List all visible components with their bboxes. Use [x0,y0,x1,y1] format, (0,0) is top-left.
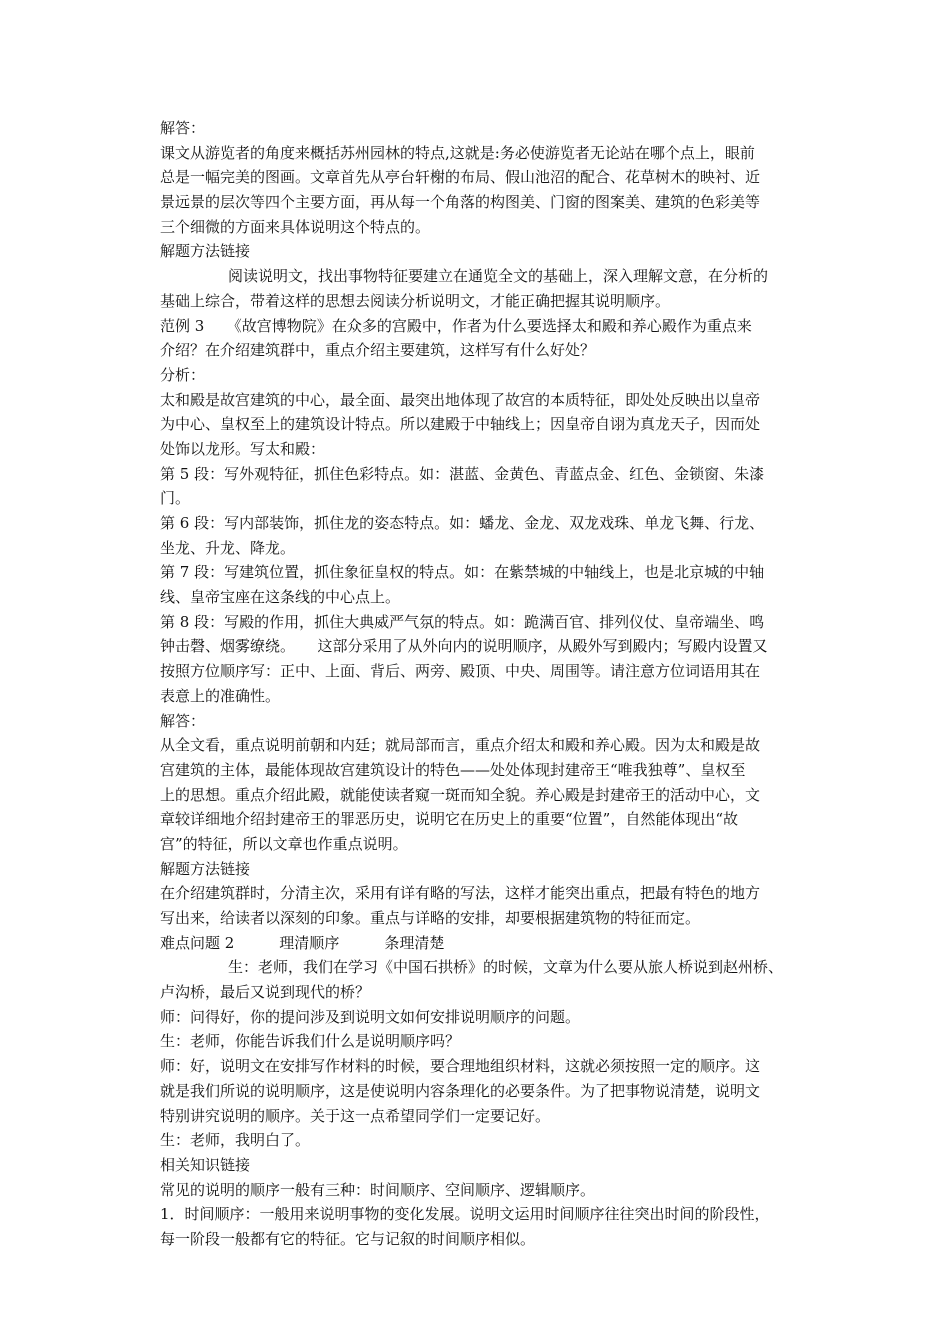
text-line: 师：问得好，你的提问涉及到说明文如何安排说明顺序的问题。 [160,1007,581,1026]
text-line: 第 5 段：写外观特征，抓住色彩特点。如：湛蓝、金黄色、青蓝点金、红色、金锁窗、朱漆 [160,464,765,483]
document-page [160,116,840,1252]
text-line: 景远景的层次等四个主要方面，再从每一个角落的构图美、门窗的图案美、建筑的色彩美等 [160,193,761,212]
text-line: 在介绍建筑群时，分清主次，采用有详有略的写法，这样才能突出重点，把最有特色的地方 [160,884,761,903]
text-line: 为中心、皇权至上的建筑设计特点。所以建殿于中轴线上；因皇帝自诩为真龙天子，因而处 [160,415,761,434]
text-line: 相关知识链接 [160,1155,251,1174]
text-line: 就是我们所说的说明顺序，这是使说明内容条理化的必要条件。为了把事物说清楚，说明文 [160,1081,761,1100]
text-line: 课文从游览者的角度来概括苏州园林的特点,这就是:务必使游览者无论站在哪个点上，眼前 [160,143,755,162]
text-line: 宫建筑的主体，最能体现故宫建筑设计的特色——处处体现封建帝王“唯我独尊”、皇权至 [160,760,746,779]
text-line: 总是一幅完美的图画。文章首先从亭台轩榭的布局、假山池沼的配合、花草树木的映衬、近 [160,168,761,187]
text-line: 章较详细地介绍封建帝王的罪恶历史，说明它在历史上的重要“位置”，自然能体现出“故 [160,810,739,829]
text-line: 介绍？在介绍建筑群中，重点介绍主要建筑，这样写有什么好处？ [160,341,596,360]
text-line: 1．时间顺序：一般用来说明事物的变化发展。说明文运用时间顺序往往突出时间的阶段性， [160,1205,770,1224]
text-line: 阅读说明文，找出事物特征要建立在通览全文的基础上，深入理解文意，在分析的 [228,267,769,286]
text-line: 师：好，说明文在安排写作材料的时候，要合理地组织材料，这就必须按照一定的顺序。这 [160,1057,761,1076]
text-line: 门。 [160,489,191,508]
text-line: 线、皇帝宝座在这条线的中心点上。 [160,588,401,607]
text-line: 解题方法链接 [160,242,251,261]
text-line: 第 6 段：写内部装饰，抓住龙的姿态特点。如：蟠龙、金龙、双龙戏珠、单龙飞舞、行龙、 [160,514,765,532]
text-line: 范例 3 《故宫博物院》在众多的宫殿中，作者为什么要选择太和殿和养心殿作为重点来 [160,316,752,335]
text-line: 难点问题 2 理清顺序 条理清楚 [160,933,445,952]
text-line: 生：老师，你能告诉我们什么是说明顺序吗？ [160,1032,461,1051]
text-line: 三个细微的方面来具体说明这个特点的。 [160,217,431,236]
text-line: 宫”的特征，所以文章也作重点说明。 [160,834,408,853]
text-line: 按照方位顺序写：正中、上面、背后、两旁、殿顶、中央、周围等。请注意方位词语用其在 [160,662,761,681]
text-line: 太和殿是故宫建筑的中心，最全面、最突出地体现了故宫的本质特征，即处处反映出以皇帝 [160,390,761,409]
text-line: 处饰以龙形。写太和殿： [160,439,326,458]
text-line: 解题方法链接 [160,859,251,878]
text-line: 特别讲究说明的顺序。关于这一点希望同学们一定要记好。 [160,1106,551,1125]
text-line: 第 7 段：写建筑位置，抓住象征皇权的特点。如：在紫禁城的中轴线上，也是北京城的中轴 [160,563,765,582]
text-line: 上的思想。重点介绍此殿，就能使读者窥一斑而知全貌。养心殿是封建帝王的活动中心，文 [160,785,761,804]
text-line: 常见的说明的顺序一般有三种：时间顺序、空间顺序、逻辑顺序。 [160,1180,596,1199]
text-line: 从全文看，重点说明前朝和内廷；就局部而言，重点介绍太和殿和养心殿。因为太和殿是故 [160,736,761,755]
text-line: 写出来，给读者以深刻的印象。重点与详略的安排，却要根据建筑物的特征而定。 [160,909,701,927]
text-line: 生：老师，我明白了。 [160,1131,311,1150]
text-line: 表意上的准确性。 [160,686,281,705]
text-line: 第 8 段：写殿的作用，抓住大典威严气氛的特点。如：跪满百官、排列仪仗、皇帝端坐、鸣 [160,612,765,631]
text-line: 分析： [160,365,206,384]
text-line: 解答： [160,711,206,730]
text-line: 生：老师，我们在学习《中国石拱桥》的时候，文章为什么要从旅人桥说到赵州桥、 [228,958,784,977]
text-line: 解答： [160,119,206,137]
text-line: 卢沟桥，最后又说到现代的桥？ [160,983,371,1002]
text-line: 基础上综合，带着这样的思想去阅读分析说明文，才能正确把握其说明顺序。 [160,291,671,310]
text-line: 每一阶段一般都有它的特征。它与记叙的时间顺序相似。 [160,1229,536,1248]
text-line: 坐龙、升龙、降龙。 [160,538,296,557]
text-line: 钟击磬、烟雾缭绕。 这部分采用了从外向内的说明顺序，从殿外写到殿内；写殿内设置又 [160,637,768,656]
